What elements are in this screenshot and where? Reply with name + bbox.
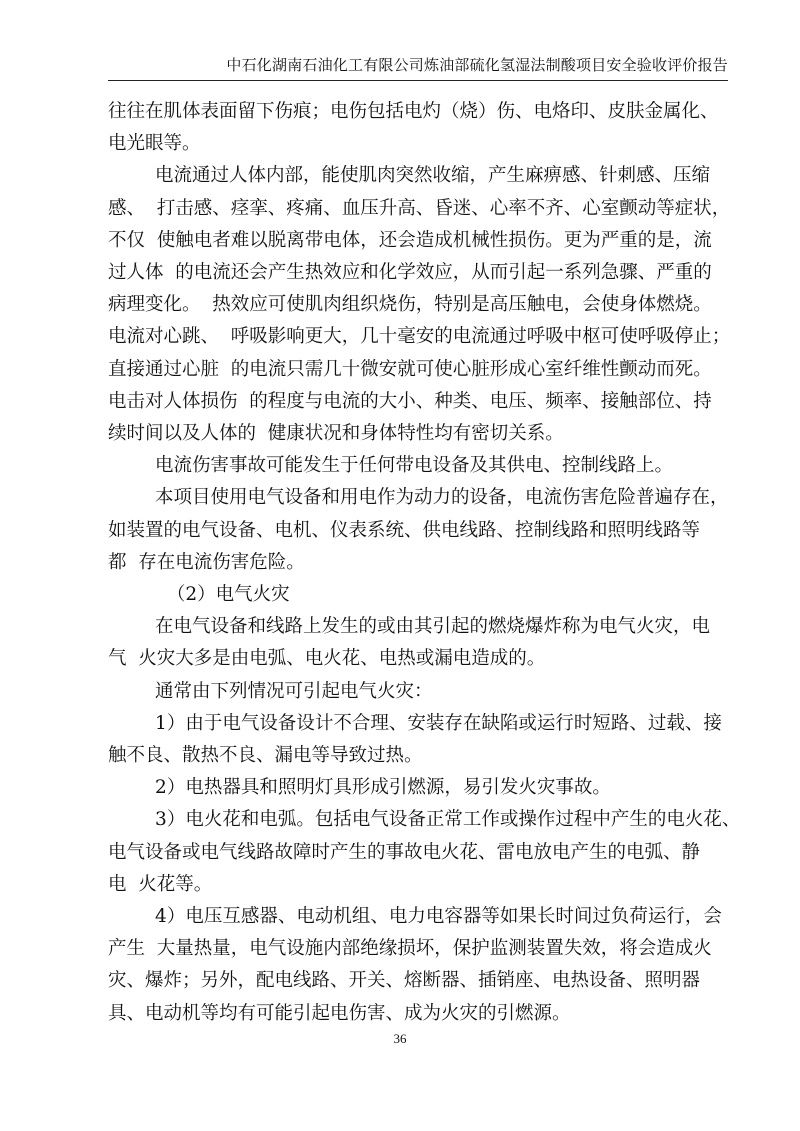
text-line: 病理变化。 热效应可使肌肉组织烧伤，特别是高压触电，会使身体燃烧。 [108,294,712,316]
text-line: 过人体 的电流还会产生热效应和化学效应，从而引起一系列急骤、严重的 [108,262,712,284]
list-item: 1）由于电气设备设计不合理、安装存在缺陷或运行时短路、过载、接 [108,712,722,734]
section-heading: （2）电气火灾 [108,584,290,606]
text-line: 触不良、散热不良、漏电等导致过热。 [108,745,423,767]
text-line: 电光眼等。 [108,133,201,155]
text-line: 电 火花等。 [108,873,213,895]
text-line: 气 火灾大多是由电弧、电火花、电热或漏电造成的。 [108,648,546,670]
page-number: 36 [393,1031,407,1046]
text-line: 往往在肌体表面留下伤痕；电伤包括电灼（烧）伤、电烙印、皮肤金属化、 [108,101,719,122]
text-line: 直接通过心脏 的电流只需几十微安就可使心脏形成心室纤维性颤动而死。 [108,358,712,380]
text-line: 在电气设备和线路上发生的或由其引起的燃烧爆炸称为电气火灾，电 [108,616,711,638]
text-line: 如装置的电气设备、电机、仪表系统、供电线路、控制线路和照明线路等 [108,519,701,541]
text-line: 电流对心跳、 呼吸影响更大，几十毫安的电流通过呼吸中枢可使呼吸停止； [108,326,731,348]
text-line: 电气设备或电气线路故障时产生的事故电火花、雷电放电产生的电弧、静 [108,841,701,863]
page-header [108,52,728,81]
text-line: 灾、爆炸；另外，配电线路、开关、熔断器、插销座、电热设备、照明器 [108,970,701,992]
list-item: 2）电热器具和照明灯具形成引燃源，易引发火灾事故。 [108,777,611,799]
text-line: 续时间以及人体的 健康状况和身体特性均有密切关系。 [108,423,564,445]
text-line: 电击对人体损伤 的程度与电流的大小、种类、电压、频率、接触部位、持 [108,390,712,412]
text-line: 本项目使用电气设备和用电作为动力的设备，电流伤害危险普遍存在， [108,487,729,509]
document-body [108,96,748,1030]
list-item: 4）电压互感器、电动机组、电力电容器等如果长时间过负荷运行，会 [108,906,722,928]
text-line: 产生 大量热量，电气设施内部绝缘损坏，保护监测装置失效，将会造成火 [108,938,712,960]
text-line: 电流通过人体内部，能使肌肉突然收缩，产生麻痹感、针刺感、压缩 [108,165,711,187]
report-title: 中石化湖南石油化工有限公司炼油部硫化氢湿法制酸项目安全验收评价报告 [226,56,728,74]
text-line: 电流伤害事故可能发生于任何带电设备及其供电、控制线路上。 [108,455,674,477]
list-item: 3）电火花和电弧。包括电气设备正常工作或操作过程中产生的电火花、 [108,809,741,831]
text-line: 具、电动机等均有可能引起电伤害、成为火灾的引燃源。 [108,1002,571,1024]
text-line: 都 存在电流伤害危险。 [108,551,305,573]
text-line: 通常由下列情况可引起电气火灾： [108,680,433,702]
text-line: 不仅 使触电者难以脱离带电体，还会造成机械性损伤。更为严重的是，流 [108,229,712,251]
text-line: 感、 打击感、痉挛、疼痛、血压升高、昏迷、心率不齐、心室颤动等症状， [108,197,731,219]
